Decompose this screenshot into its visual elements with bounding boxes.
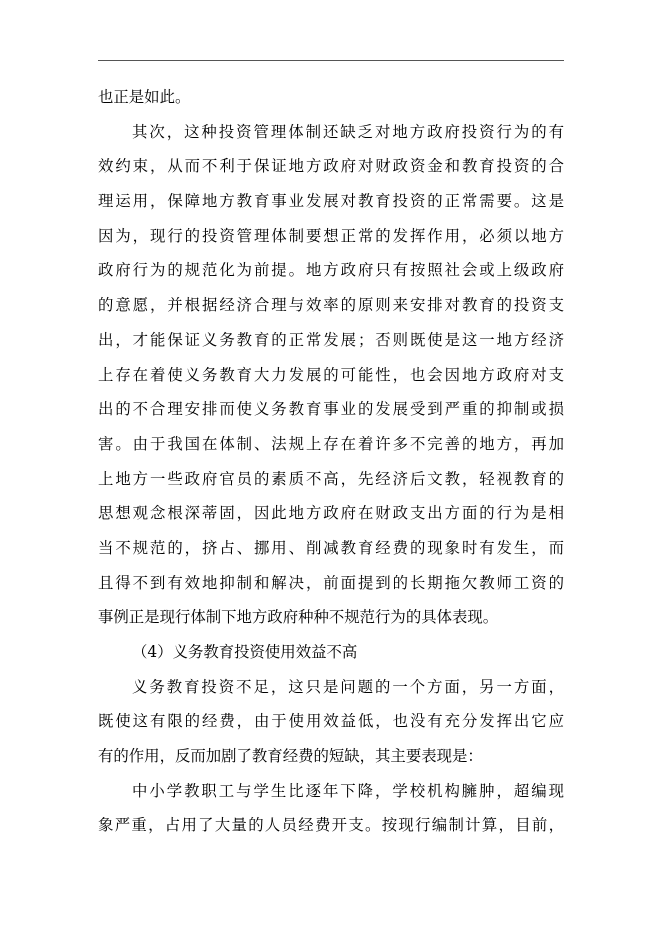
text-line: 象严重，占用了大量的人员经费开支。按现行编制计算，目前， bbox=[98, 816, 564, 835]
text-line: 思想观念根深蒂固，因此地方政府在财政支出方面的行为是相 bbox=[98, 504, 564, 523]
text-line: 上存在着使义务教育大力发展的可能性，也会因地方政府对支 bbox=[98, 365, 564, 384]
text-line: 有的作用，反而加剧了教育经费的短缺，其主要表现是： bbox=[98, 747, 483, 766]
document-body bbox=[98, 80, 564, 843]
paragraph-first-line: 中小学教职工与学生比逐年下降，学校机构臃肿，超编现 bbox=[132, 781, 564, 800]
text-line: 当不规范的，挤占、挪用、削减教育经费的现象时有发生，而 bbox=[98, 538, 564, 557]
text-line: 出，才能保证义务教育的正常发展；否则既使是这一地方经济 bbox=[98, 330, 564, 349]
text-line: 上地方一些政府官员的素质不高，先经济后文教，轻视教育的 bbox=[98, 469, 564, 488]
text-line: 政府行为的规范化为前提。地方政府只有按照社会或上级政府 bbox=[98, 261, 564, 280]
text-line: 既使这有限的经费，由于使用效益低，也没有充分发挥出它应 bbox=[98, 712, 564, 731]
text-line: 的意愿，并根据经济合理与效率的原则来安排对教育的投资支 bbox=[98, 296, 564, 315]
paragraph-first-line: 义务教育投资不足，这只是问题的一个方面，另一方面， bbox=[132, 677, 564, 696]
text-line: 事例正是现行体制下地方政府种种不规范行为的具体表现。 bbox=[98, 608, 499, 627]
header-rule bbox=[98, 60, 564, 61]
text-line: 因为，现行的投资管理体制要想正常的发挥作用，必须以地方 bbox=[98, 226, 564, 245]
text-line: 且得不到有效地抑制和解决，前面提到的长期拖欠教师工资的 bbox=[98, 573, 564, 592]
text-line: 出的不合理安排而使义务教育事业的发展受到严重的抑制或损 bbox=[98, 400, 564, 419]
text-line: 害。由于我国在体制、法规上存在着许多不完善的地方，再加 bbox=[98, 434, 564, 453]
text-line: 效约束，从而不利于保证地方政府对财政资金和教育投资的合 bbox=[98, 157, 564, 176]
paragraph-first-line: 其次，这种投资管理体制还缺乏对地方政府投资行为的有 bbox=[132, 122, 564, 141]
text-line: 理运用，保障地方教育事业发展对教育投资的正常需要。这是 bbox=[98, 192, 564, 211]
paragraph-first-line: （4）义务教育投资使用效益不高 bbox=[132, 643, 358, 661]
text-line: 也正是如此。 bbox=[98, 88, 191, 106]
